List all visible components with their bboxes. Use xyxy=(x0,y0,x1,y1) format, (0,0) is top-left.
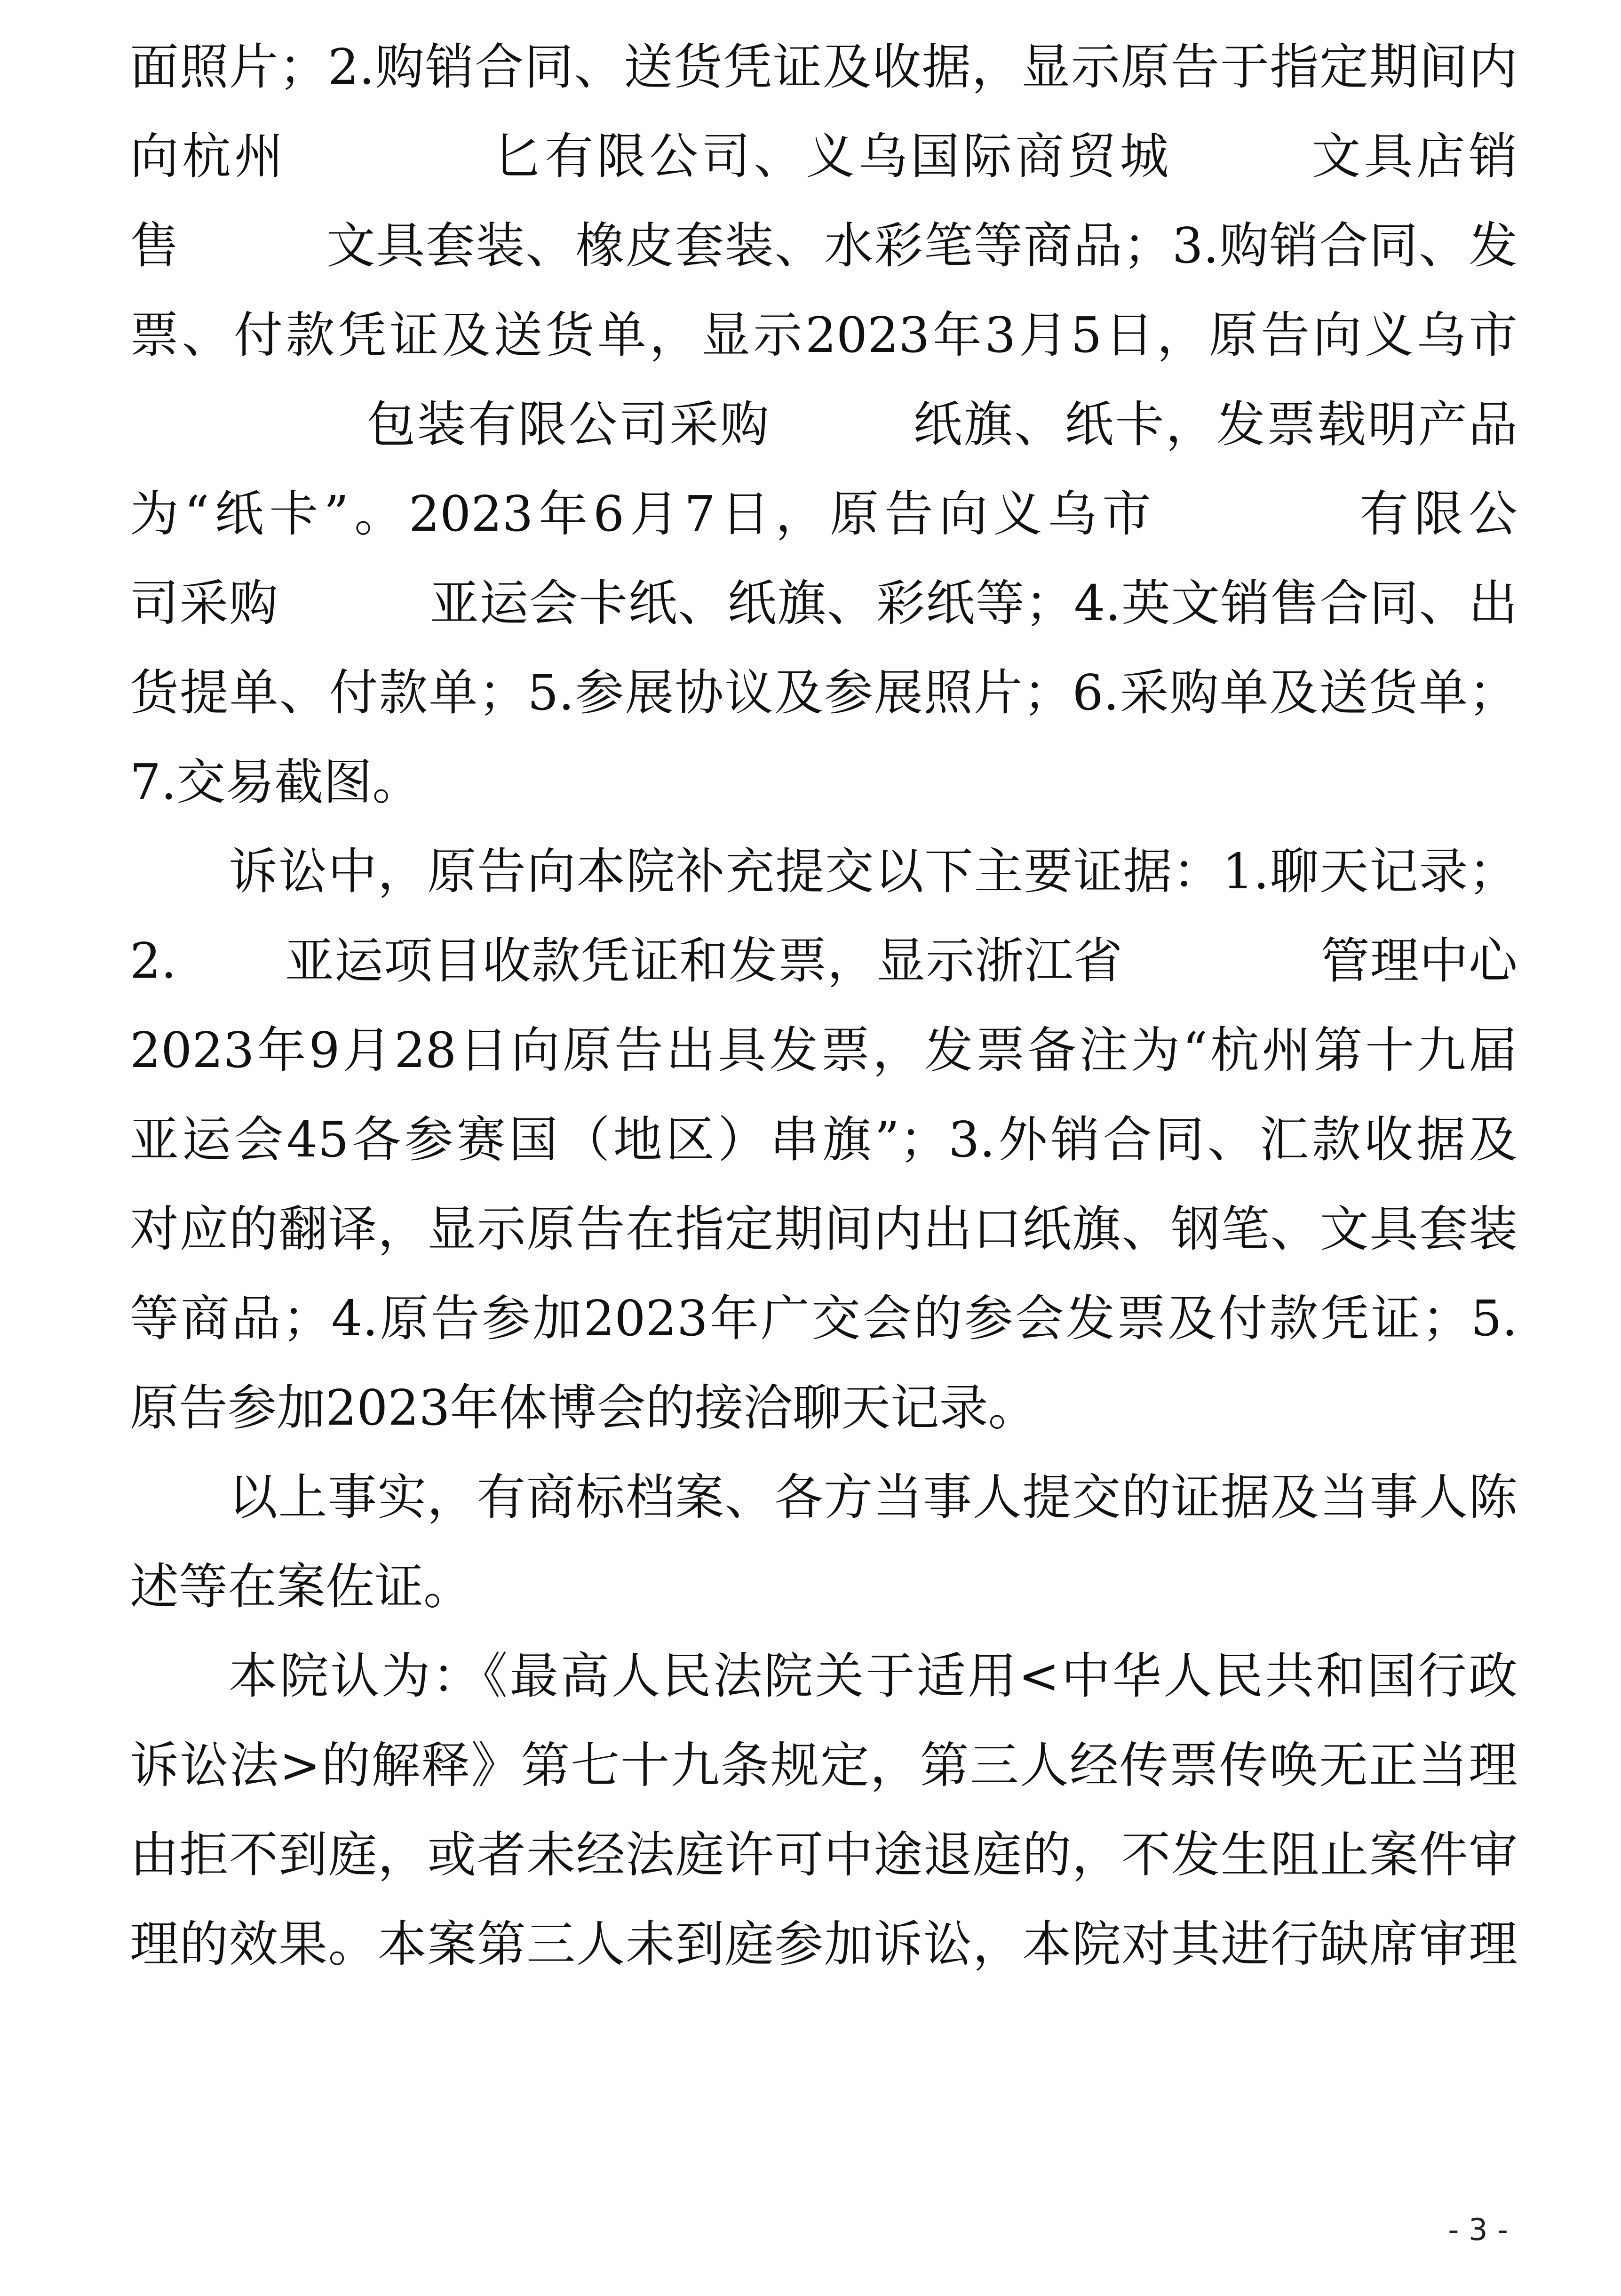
text-line-11: 2. 亚运项目收款凭证和发票，显示浙江省 管理中心 xyxy=(130,932,1518,989)
text-line-22: 理的效果。本案第三人未到庭参加诉讼，本院对其进行缺席审理 xyxy=(130,1915,1518,1973)
text-line-4: 票、付款凭证及送货单，显示2023年3月5日，原告向义乌市 xyxy=(130,306,1518,364)
page-number: - 3 - xyxy=(1448,2213,1508,2248)
text-line-13: 亚运会45各参赛国（地区）串旗”；3.外销合同、汇款收据及 xyxy=(130,1111,1518,1168)
text-line-20: 诉讼法>的解释》第七十九条规定，第三人经传票传唤无正当理 xyxy=(130,1737,1518,1794)
text-line-16: 原告参加2023年体博会的接洽聊天记录。 xyxy=(130,1379,1037,1436)
text-line-19: 本院认为：《最高人民法院关于适用<中华人民共和国行政 xyxy=(229,1647,1518,1705)
text-line-6: 为“纸卡”。2023年6月7日，原告向义乌市 有限公 xyxy=(130,485,1518,542)
text-line-12: 2023年9月28日向原告出具发票，发票备注为“杭州第十九届 xyxy=(130,1021,1518,1079)
text-line-10: 诉讼中，原告向本院补充提交以下主要证据：1.聊天记录； xyxy=(229,843,1518,900)
text-line-3: 售 文具套装、橡皮套装、水彩笔等商品；3.购销合同、发 xyxy=(130,217,1518,274)
text-line-17: 以上事实，有商标档案、各方当事人提交的证据及当事人陈 xyxy=(229,1468,1518,1526)
text-line-5: 包装有限公司采购 纸旗、纸卡，发票载明产品 xyxy=(365,396,1518,453)
text-line-8: 货提单、付款单；5.参展协议及参展照片；6.采购单及送货单； xyxy=(130,664,1518,721)
text-line-1: 面照片；2.购销合同、送货凭证及收据，显示原告于指定期间内 xyxy=(130,38,1518,96)
text-line-2: 向杭州 匕有限公司、义乌国际商贸城 文具店销 xyxy=(130,128,1518,185)
text-line-18: 述等在案佐证。 xyxy=(130,1558,473,1615)
text-line-14: 对应的翻译，显示原告在指定期间内出口纸旗、钢笔、文具套装 xyxy=(130,1200,1518,1258)
text-line-7: 司采购 亚运会卡纸、纸旗、彩纸等；4.英文销售合同、出 xyxy=(130,574,1518,632)
text-line-15: 等商品；4.原告参加2023年广交会的参会发票及付款凭证；5. xyxy=(130,1290,1518,1347)
text-line-9: 7.交易截图。 xyxy=(130,753,421,811)
text-line-21: 由拒不到庭，或者未经法庭许可中途退庭的，不发生阻止案件审 xyxy=(130,1826,1518,1883)
